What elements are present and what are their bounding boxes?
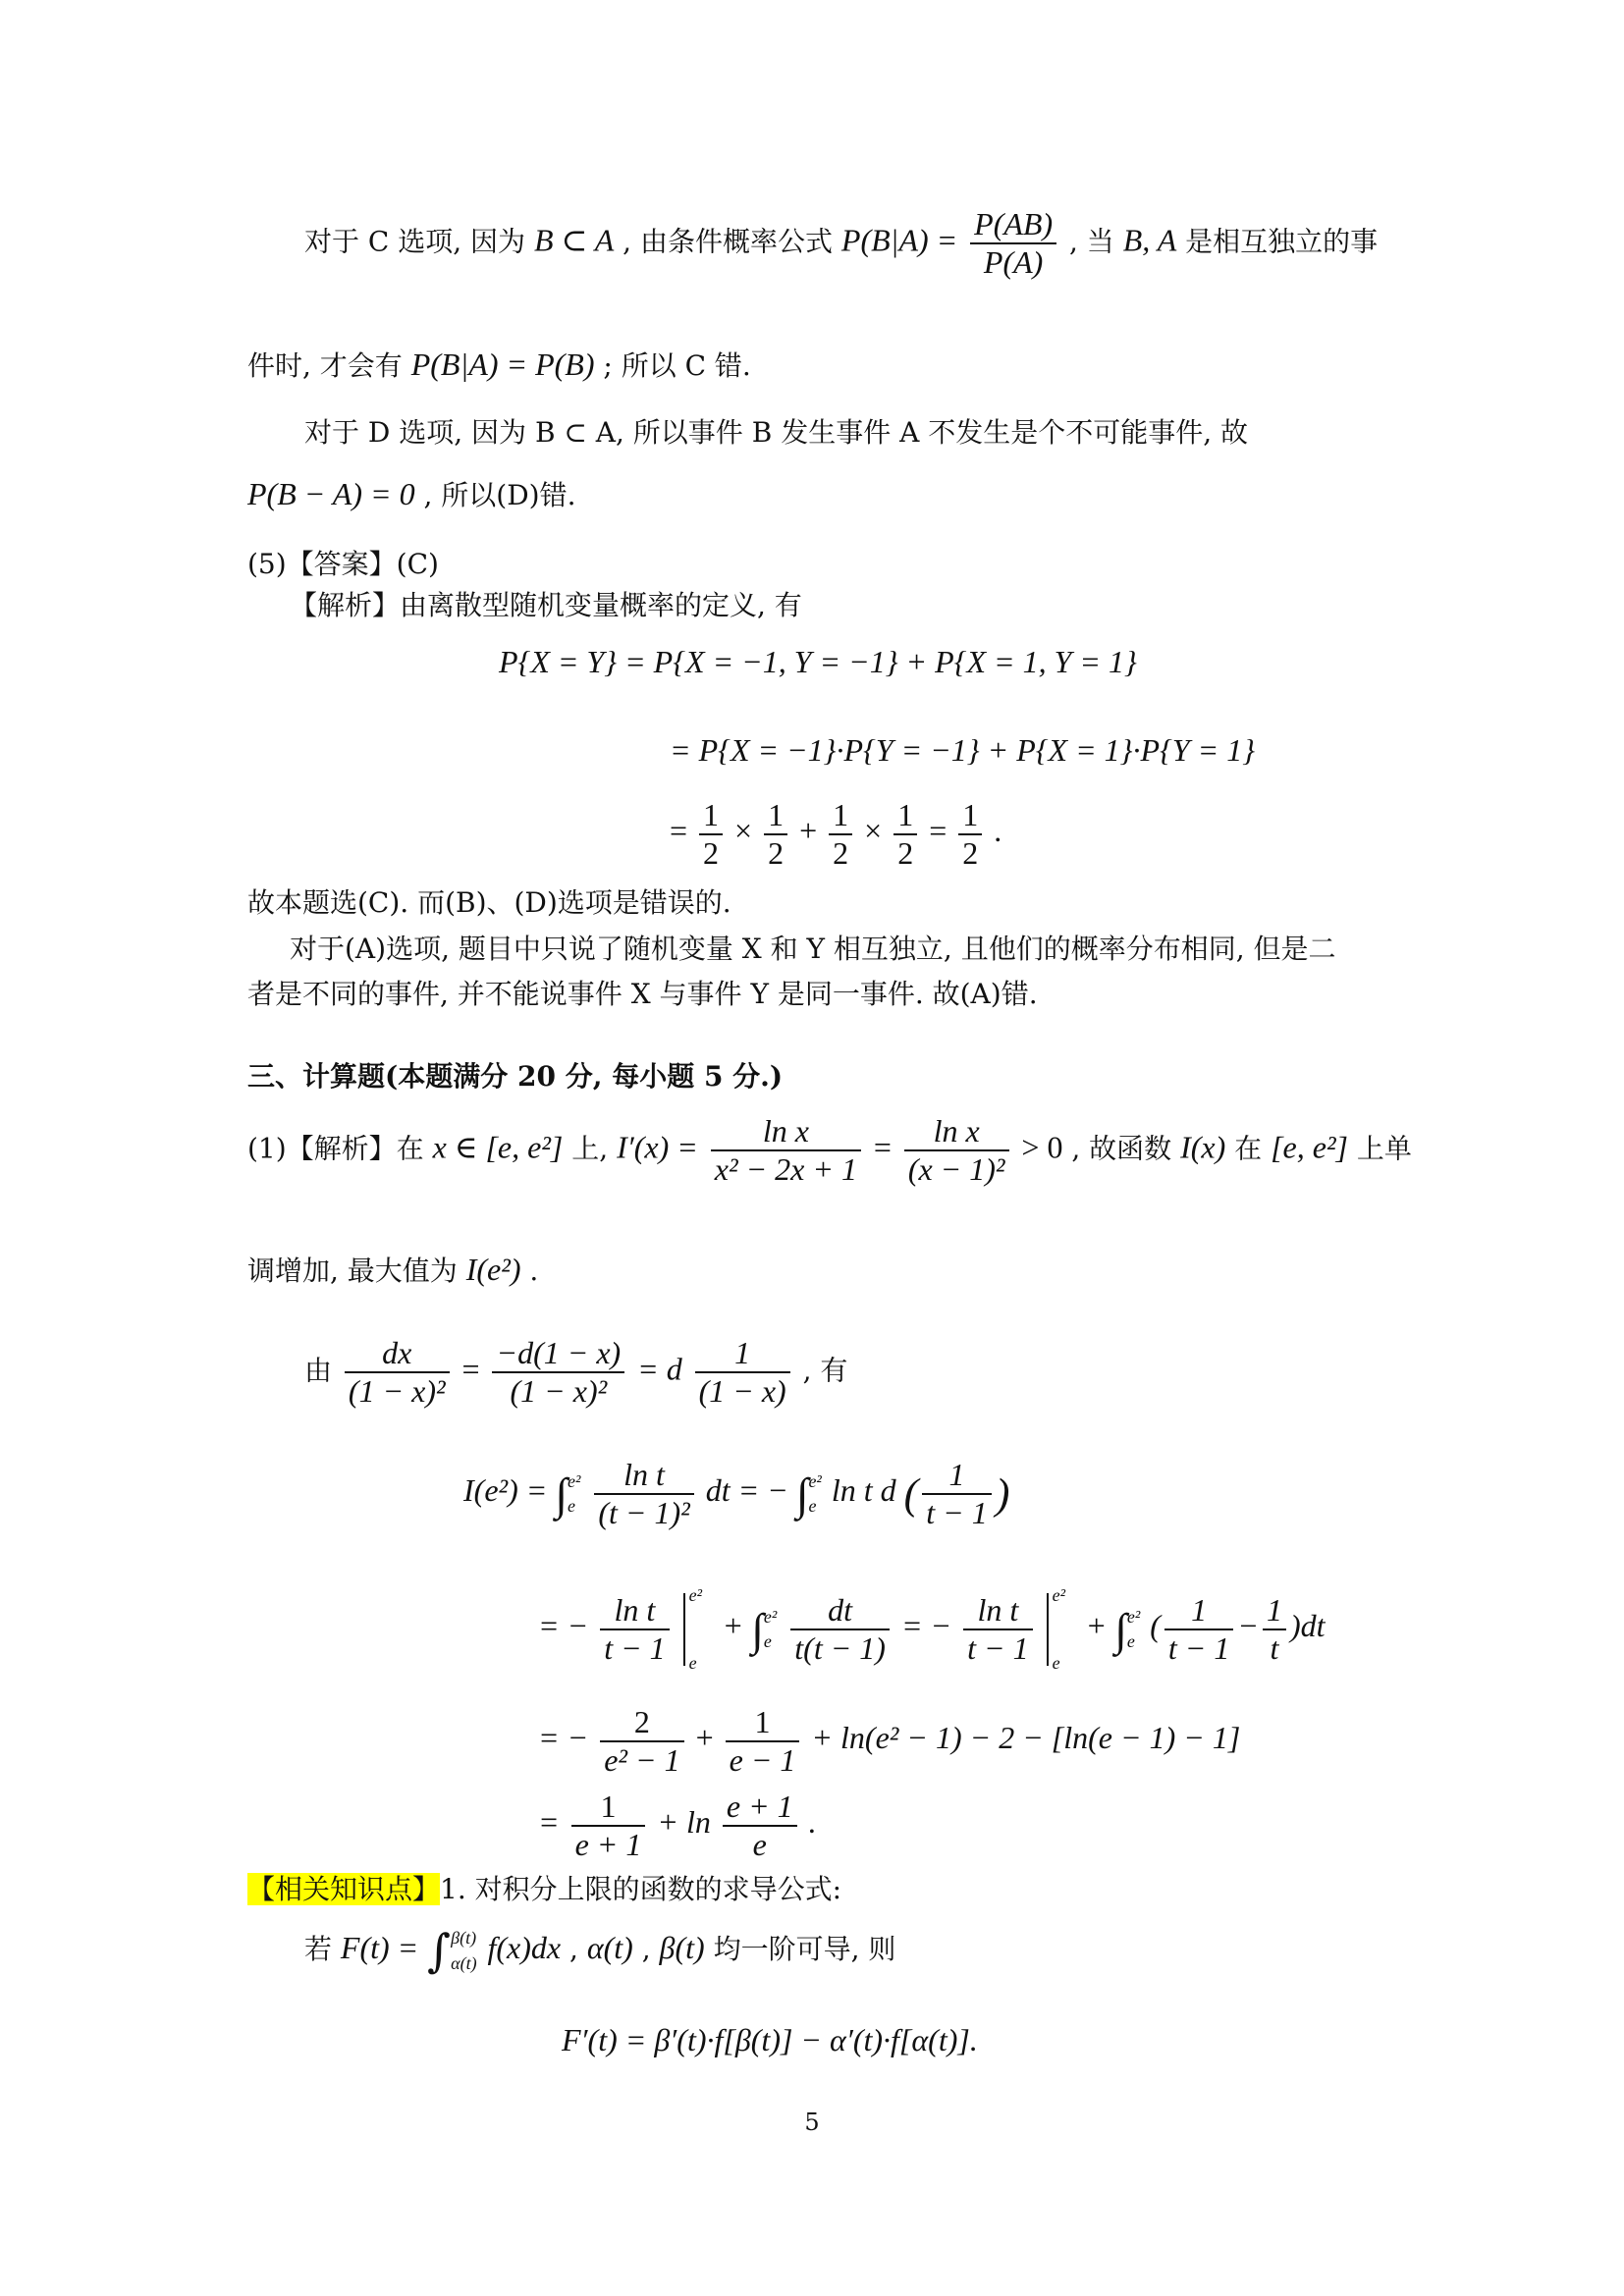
calc1-line-2: 调增加, 最大值为 I(e²) . <box>247 1252 539 1287</box>
calc1-parts-line: = − $\frac{\text{ln t}}{t - 1}$ e² e + ∫e² e $\frac{dt}{t(t - 1)}$ = − $\frac{\text{ln t}}{t - 1}$ e² e + ∫e² e ( $\frac{1}{t - 1}$ − $\frac{1}{t}$ )dt <box>538 1584 1326 1673</box>
knowledge-tag: 【相关知识点】 <box>247 1873 441 1905</box>
d-option-line-2: P(B − A) = 0 , 所以(D)错. <box>247 476 576 511</box>
calc1-substitution: 由 $\frac{dx}{\text{(1 − x)²}}$ = $\frac{-d(1 - x)}{\text{(1 − x)²}}$ = d $\frac{1}{(1 - x)}$ , 有 <box>304 1335 848 1409</box>
q5-conclusion: 故本题选(C). 而(B)、(D)选项是错误的. <box>247 886 731 919</box>
knowledge-formula: F′(t) = β′(t)·f[β(t)] − α′(t)·f[α(t)]. <box>562 2022 978 2057</box>
calc1-result-line: = $\frac{1}{e + 1}$ + ln $\frac{e + 1}{e}$ . <box>538 1789 817 1862</box>
calc1-evaluated-line: = − $\frac{2}{\text{e² − 1}}$ + $\frac{1}{e - 1}$ + ln(e² − 1) − 2 − [ln(e − 1) − 1] <box>538 1704 1241 1778</box>
q5-a-option-line-2: 者是不同的事件, 并不能说事件 X 与事件 Y 是同一事件. 故(A)错. <box>247 978 1038 1010</box>
c-option-line-2: 件时, 才会有 P(B|A) = P(B) ; 所以 C 错. <box>247 347 751 382</box>
q5-equation-2: = P{X = −1}·P{Y = −1} + P{X = 1}·P{Y = 1} <box>670 732 1255 768</box>
calc1-line-1: (1)【解析】在 x ∈ [e, e²] 上, I′(x) = $\frac{\text{ln x}}{\text{x² − 2x + 1}}$ = $\frac{\text{ln x}}{\text{(x − 1)²}}$ > 0 , 故函数 I(x) 在 [e, e²] 上单 <box>247 1113 1412 1187</box>
conditional-prob-fraction: $\frac{P(AB)}{P(A)}$ <box>970 206 1056 281</box>
q5-equation-3: = $\frac{1}{2}$ × $\frac{1}{2}$ + $\frac{1}{2}$ × $\frac{1}{2}$ = $\frac{1}{2}$ . <box>670 797 1002 871</box>
knowledge-point: 【相关知识点】1. 对积分上限的函数的求导公式: <box>247 1873 842 1905</box>
q5-answer: (5)【答案】(C) <box>247 548 439 580</box>
q5-a-option-line-1: 对于(A)选项, 题目中只说了随机变量 X 和 Y 相互独立, 且他们的概率分布相同, 但是二 <box>290 933 1336 965</box>
section-3-title: 三、计算题(本题满分 20 分, 每小题 5 分.) <box>247 1060 784 1093</box>
q5-equation-1: P{X = Y} = P{X = −1, Y = −1} + P{X = 1, Y = 1} <box>499 644 1137 679</box>
d-option-line-1: 对于 D 选项, 因为 B ⊂ A, 所以事件 B 发生事件 A 不发生是个不可能事件, 故 <box>304 416 1249 449</box>
knowledge-condition: 若 F(t) = ∫β(t) α(t) f(x)dx , α(t) , β(t) 均一阶可导, 则 <box>304 1924 896 1977</box>
page-number: 5 <box>804 2109 820 2136</box>
c-option-line-1: 对于 C 选项, 因为 B ⊂ A , 由条件概率公式 P(B|A) = $\frac{P(AB)}{P(A)}$ , 当 B, A 是相互独立的事 <box>304 206 1379 280</box>
q5-analysis: 【解析】由离散型随机变量概率的定义, 有 <box>290 589 802 621</box>
calc1-integral-line: I(e²) = ∫e² e $\frac{\text{ln t}}{\text{(t − 1)²}}$ dt = − ∫e² e ln t d ( $\frac{1}{t - 1}$ ) <box>463 1457 1010 1530</box>
